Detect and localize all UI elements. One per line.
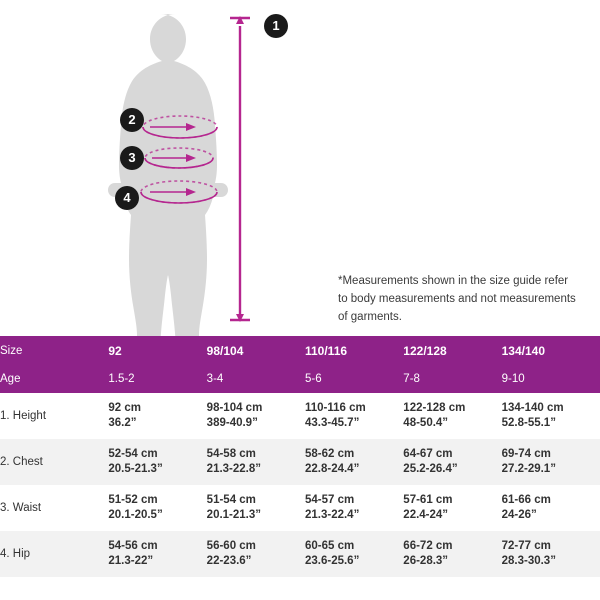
- cell-cm: 51-52 cm: [108, 494, 158, 506]
- cell-inch: 26-28.3”: [403, 555, 449, 567]
- cell-chest-110116: [305, 439, 403, 485]
- cell-cm: 57-61 cm: [403, 494, 453, 506]
- cell-cm: 69-74 cm: [501, 448, 551, 460]
- cell-cm: 51-54 cm: [206, 494, 256, 506]
- cell-hip-92: [108, 531, 206, 577]
- cell-waist-122128: [403, 485, 501, 531]
- cell-inch: 20.1-20.5”: [108, 509, 163, 521]
- callout-marker-1: 1: [264, 14, 288, 38]
- cell-inch: 21.3-22”: [108, 555, 154, 567]
- header-age-label: Age: [0, 373, 21, 385]
- cell-cm: 134-140 cm: [501, 402, 564, 414]
- cell-inch: 28.3-30.3”: [501, 555, 556, 567]
- header-age-3: 7-8: [403, 373, 420, 385]
- row-label-chest: 2. Chest: [0, 455, 43, 468]
- cell-inch: 21.3-22.8”: [206, 463, 262, 475]
- cell-inch: 20.1-21.3”: [206, 509, 262, 521]
- header-age-0: 1.5-2: [108, 373, 135, 385]
- header-size-1: 98/104: [206, 343, 244, 358]
- cell-cm: 64-67 cm: [403, 448, 453, 460]
- cell-height-92: [108, 393, 206, 439]
- cell-cm: 60-65 cm: [304, 540, 355, 552]
- cell-chest-98104: [207, 439, 305, 485]
- cell-chest-122128: [403, 439, 501, 485]
- header-row-age: [0, 365, 600, 393]
- cell-cm: 92 cm: [108, 402, 141, 414]
- cell-inch: 27.2-29.1”: [501, 463, 556, 475]
- table-row: [0, 393, 600, 439]
- header-size-4: 134/140: [501, 343, 545, 358]
- header-size-3: 122/128: [403, 343, 447, 358]
- cell-height-98104: [207, 393, 305, 439]
- cell-inch: 22.8-24.4”: [304, 463, 360, 475]
- row-label-hip: 4. Hip: [0, 547, 31, 560]
- cell-height-110116: [305, 393, 403, 439]
- table-header: [0, 336, 600, 393]
- header-size-label: Size: [0, 344, 23, 357]
- child-silhouette: [108, 14, 228, 336]
- row-label-waist: 3. Waist: [0, 501, 42, 514]
- size-guide-table: [0, 336, 600, 577]
- cell-inch: 20.5-21.3”: [108, 463, 163, 475]
- cell-hip-98104: [207, 531, 305, 577]
- header-size-2: 110/116: [304, 343, 348, 358]
- cell-cm: 54-58 cm: [206, 448, 256, 460]
- cell-inch: 22.4-24”: [403, 509, 449, 521]
- cell-inch: 36.2”: [108, 417, 137, 429]
- table-row: [0, 531, 600, 577]
- cell-waist-110116: [305, 485, 403, 531]
- cell-height-134140: [502, 393, 600, 439]
- cell-hip-122128: [403, 531, 501, 577]
- header-size-0: 92: [108, 343, 122, 358]
- cell-inch: 52.8-55.1”: [501, 417, 556, 429]
- cell-inch: 21.3-22.4”: [304, 509, 360, 521]
- cell-inch: 22-23.6”: [206, 555, 252, 567]
- cell-cm: 54-56 cm: [108, 540, 158, 552]
- cell-cm: 110-116 cm: [304, 402, 366, 414]
- callout-marker-2: 2: [120, 108, 144, 132]
- table-row: [0, 485, 600, 531]
- callout-marker-4: 4: [115, 186, 139, 210]
- cell-cm: 98-104 cm: [206, 402, 263, 414]
- row-label-height: 1. Height: [0, 409, 47, 422]
- cell-waist-98104: [207, 485, 305, 531]
- cell-hip-110116: [305, 531, 403, 577]
- measurement-note: *Measurements shown in the size guide refer to body measurements and not measurements of garments.: [338, 275, 576, 323]
- cell-cm: 66-72 cm: [403, 540, 453, 552]
- cell-cm: 54-57 cm: [304, 494, 355, 506]
- cell-chest-92: [108, 439, 206, 485]
- cell-inch: 389-40.9”: [206, 417, 258, 429]
- cell-cm: 72-77 cm: [501, 540, 551, 552]
- cell-height-122128: [403, 393, 501, 439]
- cell-inch: 43.3-45.7”: [304, 417, 360, 429]
- cell-waist-92: [108, 485, 206, 531]
- cell-cm: 122-128 cm: [403, 402, 466, 414]
- cell-waist-134140: [502, 485, 600, 531]
- header-age-2: 5-6: [304, 373, 322, 385]
- cell-inch: 48-50.4”: [403, 417, 449, 429]
- cell-inch: 23.6-25.6”: [304, 555, 360, 567]
- callout-marker-3: 3: [120, 146, 144, 170]
- cell-cm: 56-60 cm: [206, 540, 256, 552]
- header-age-4: 9-10: [501, 373, 525, 385]
- cell-cm: 61-66 cm: [501, 494, 551, 506]
- cell-inch: 24-26”: [501, 509, 537, 521]
- header-row-size: [0, 336, 600, 365]
- header-age-1: 3-4: [206, 373, 224, 385]
- height-measure-line: [230, 16, 250, 322]
- cell-cm: 52-54 cm: [108, 448, 158, 460]
- table-body: [0, 393, 600, 577]
- table-row: [0, 439, 600, 485]
- cell-inch: 25.2-26.4”: [403, 463, 458, 475]
- cell-hip-134140: [502, 531, 600, 577]
- cell-cm: 58-62 cm: [304, 448, 355, 460]
- cell-chest-134140: [502, 439, 600, 485]
